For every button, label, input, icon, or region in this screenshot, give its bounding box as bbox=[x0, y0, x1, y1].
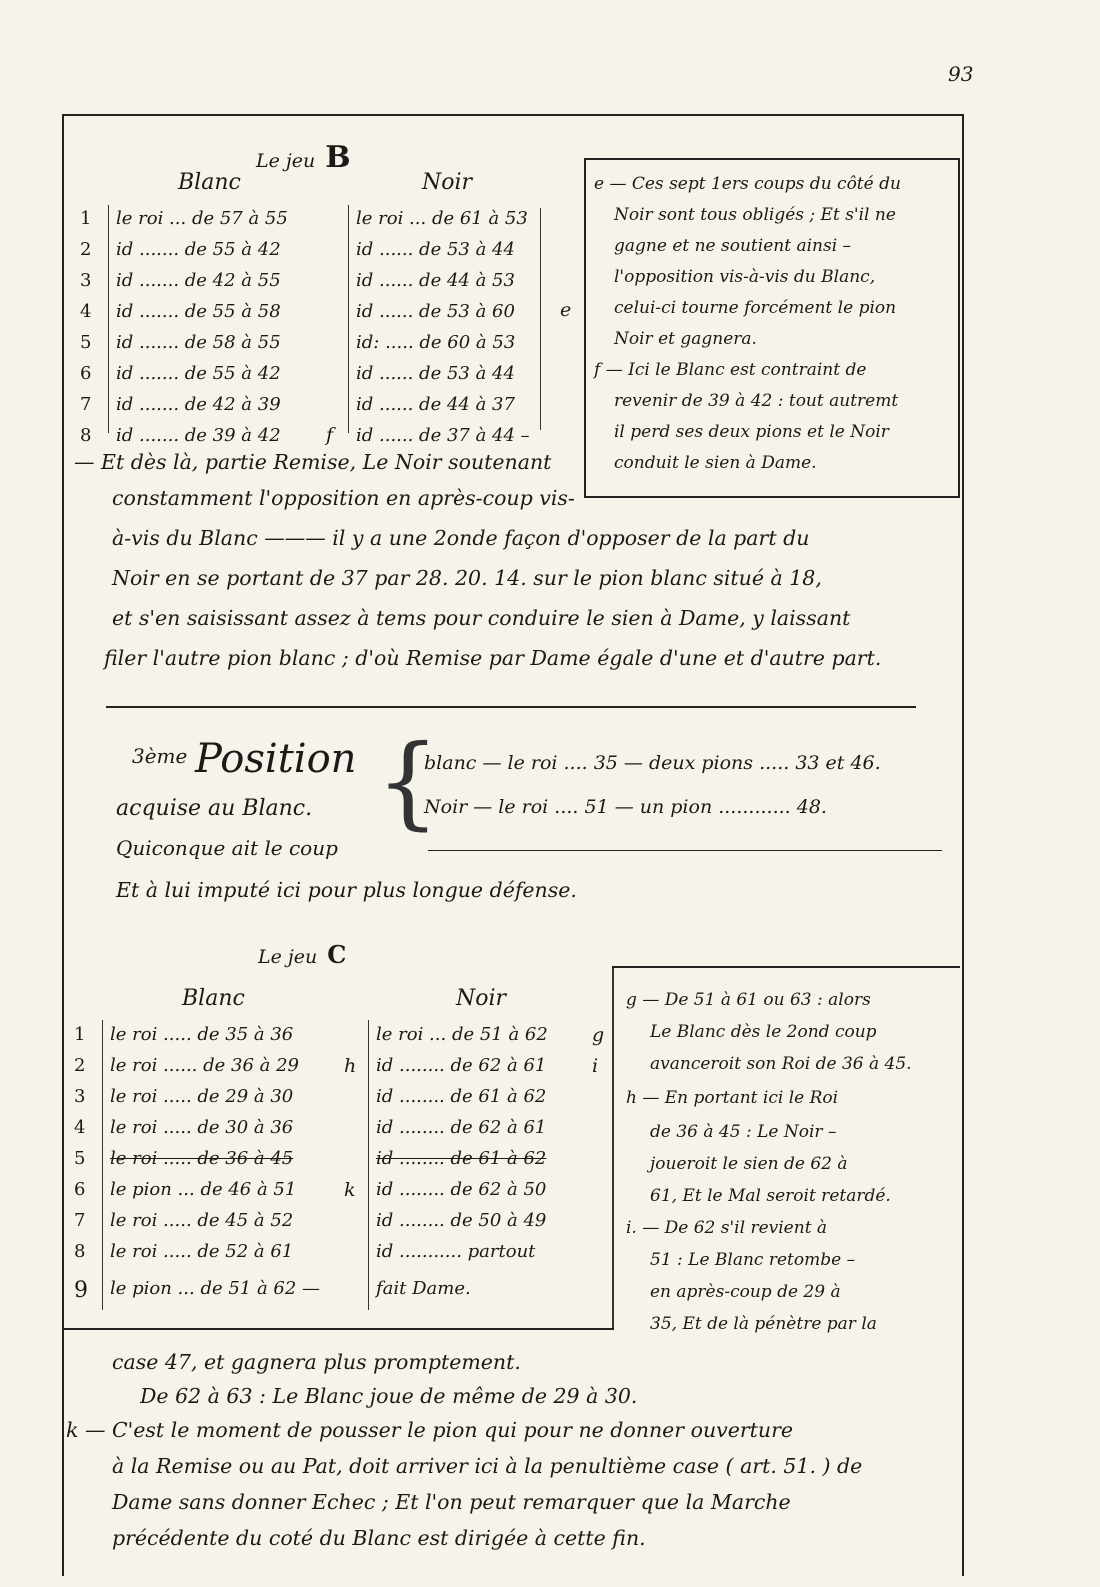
blanc-move: le roi ... de 57 à 55 bbox=[116, 208, 288, 229]
game-c-blanc-header: Blanc bbox=[182, 986, 245, 1011]
commentary-line: et s'en saisissant assez à tems pour conduire le sien à Dame, y laissant bbox=[112, 606, 851, 630]
move-number: 5 bbox=[80, 332, 92, 353]
note-line: i. — De 62 s'il revient à bbox=[626, 1218, 828, 1238]
note-line: de 36 à 45 : Le Noir – bbox=[650, 1122, 837, 1142]
noir-move: le roi ... de 51 à 62 bbox=[376, 1024, 548, 1045]
noir-move: id ........ de 61 à 62 bbox=[376, 1086, 547, 1107]
move-number: 2 bbox=[80, 239, 92, 260]
game-c-note-top-rule bbox=[612, 966, 960, 968]
commentary-line: — Et dès là, partie Remise, Le Noir soutenant bbox=[74, 450, 552, 474]
noir-move: id ...... de 44 à 53 bbox=[356, 270, 515, 291]
noir-move: id ...... de 44 à 37 bbox=[356, 394, 515, 415]
blanc-move: le roi ..... de 30 à 36 bbox=[110, 1117, 294, 1138]
position-sub2: Quiconque ait le coup bbox=[116, 836, 338, 860]
blanc-move-marker: k bbox=[344, 1179, 356, 1201]
blanc-move: id ....... de 55 à 42 bbox=[116, 239, 281, 260]
commentary-line: Dame sans donner Echec ; Et l'on peut remarquer que la Marche bbox=[112, 1490, 791, 1514]
commentary-line: Noir en se portant de 37 par 28. 20. 14. sur le pion blanc situé à 18, bbox=[112, 566, 822, 590]
move-number: 7 bbox=[74, 1210, 86, 1231]
noir-move-marker: i bbox=[592, 1055, 599, 1077]
note-line: e — Ces sept 1ers coups du côté du bbox=[594, 174, 901, 194]
noir-move: id ........ de 62 à 61 bbox=[376, 1055, 547, 1076]
noir-move: fait Dame. bbox=[376, 1278, 471, 1299]
note-line: Le Blanc dès le 2ond coup bbox=[650, 1022, 877, 1042]
move-number: 7 bbox=[80, 394, 92, 415]
blanc-move: le roi ..... de 45 à 52 bbox=[110, 1210, 294, 1231]
game-c-noir-rule bbox=[368, 1020, 369, 1310]
commentary-line: précédente du coté du Blanc est dirigée à cette fin. bbox=[112, 1526, 646, 1550]
commentary-line: case 47, et gagnera plus promptement. bbox=[112, 1350, 521, 1374]
blanc-move: id ....... de 55 à 42 bbox=[116, 363, 281, 384]
noir-move: id ...... de 37 à 44 – bbox=[356, 425, 530, 446]
note-line: l'opposition vis-à-vis du Blanc, bbox=[614, 267, 876, 287]
game-b-blanc-header: Blanc bbox=[178, 170, 241, 195]
game-b-title-prefix: Le jeu bbox=[256, 150, 316, 172]
blanc-move-struck: le roi ..... de 36 à 45 bbox=[110, 1148, 294, 1169]
game-b-noir-rule bbox=[348, 205, 349, 433]
game-b-title-letter: B bbox=[325, 140, 351, 175]
noir-move-struck: id ........ de 61 à 62 bbox=[376, 1148, 547, 1169]
noir-move: id ........... partout bbox=[376, 1241, 536, 1262]
move-number: 6 bbox=[80, 363, 92, 384]
note-line: g — De 51 à 61 ou 63 : alors bbox=[626, 990, 871, 1010]
move-number: 4 bbox=[80, 301, 92, 322]
note-line: f — Ici le Blanc est contraint de bbox=[594, 360, 867, 380]
noir-move: id ........ de 62 à 61 bbox=[376, 1117, 547, 1138]
position-title bbox=[132, 736, 356, 782]
note-line: avanceroit son Roi de 36 à 45. bbox=[650, 1054, 912, 1074]
move-number: 2 bbox=[74, 1055, 86, 1076]
game-c-title bbox=[258, 940, 346, 969]
game-b-blanc-rule bbox=[108, 205, 109, 433]
blanc-move: le pion ... de 46 à 51 bbox=[110, 1179, 297, 1200]
position-sub1: acquise au Blanc. bbox=[116, 796, 313, 821]
position-title-prefix: 3ème bbox=[132, 744, 188, 768]
position-title-word: Position bbox=[195, 736, 357, 782]
commentary-line: filer l'autre pion blanc ; d'où Remise par Dame égale d'une et d'autre part. bbox=[104, 646, 882, 670]
move-number: 8 bbox=[74, 1241, 86, 1262]
blanc-move: id ....... de 42 à 39 bbox=[116, 394, 281, 415]
blanc-move: le roi ..... de 29 à 30 bbox=[110, 1086, 294, 1107]
note-line: Noir et gagnera. bbox=[614, 329, 757, 349]
note-line: gagne et ne soutient ainsi – bbox=[614, 236, 852, 256]
commentary-line: De 62 à 63 : Le Blanc joue de même de 29 à 30. bbox=[140, 1384, 638, 1408]
game-c-title-letter: C bbox=[327, 940, 347, 969]
note-line: 51 : Le Blanc retombe – bbox=[650, 1250, 856, 1270]
noir-move: id ...... de 53 à 44 bbox=[356, 239, 515, 260]
position-footer: Et à lui imputé ici pour plus longue défense. bbox=[116, 878, 577, 902]
game-c-blanc-rule bbox=[102, 1020, 103, 1310]
blanc-move-marker: h bbox=[344, 1055, 357, 1077]
move-number: 8 bbox=[80, 425, 92, 446]
move-number: 3 bbox=[80, 270, 92, 291]
commentary-line: à la Remise ou au Pat, doit arriver ici à la penultième case ( art. 51. ) de bbox=[112, 1454, 863, 1478]
game-b-title bbox=[256, 140, 351, 175]
blanc-move: le pion ... de 51 à 62 — bbox=[110, 1278, 321, 1299]
game-c-title-prefix: Le jeu bbox=[258, 946, 318, 968]
commentary-line: k — C'est le moment de pousser le pion qui pour ne donner ouverture bbox=[66, 1418, 794, 1442]
blanc-move: id ....... de 55 à 58 bbox=[116, 301, 281, 322]
move-number: 5 bbox=[74, 1148, 86, 1169]
move-number: 9 bbox=[74, 1278, 88, 1303]
noir-move-marker: g bbox=[592, 1024, 605, 1046]
note-line: Noir sont tous obligés ; Et s'il ne bbox=[614, 205, 896, 225]
page-number: 93 bbox=[948, 62, 974, 86]
game-c-bottom-rule bbox=[62, 1328, 614, 1330]
noir-move: id ........ de 62 à 50 bbox=[376, 1179, 547, 1200]
position-line-blanc: blanc — le roi .... 35 — deux pions ..... 33 et 46. bbox=[424, 752, 881, 774]
noir-move: le roi ... de 61 à 53 bbox=[356, 208, 528, 229]
note-marker-f: f bbox=[326, 424, 334, 446]
note-line: en après-coup de 29 à bbox=[650, 1282, 841, 1302]
commentary-line: constamment l'opposition en après-coup vis- bbox=[112, 486, 575, 510]
game-c-note-left-rule bbox=[612, 966, 614, 1328]
move-number: 6 bbox=[74, 1179, 86, 1200]
blanc-move: le roi ..... de 52 à 61 bbox=[110, 1241, 294, 1262]
note-line: il perd ses deux pions et le Noir bbox=[614, 422, 889, 442]
position-line-noir: Noir — le roi .... 51 — un pion ............ 48. bbox=[424, 796, 827, 818]
noir-move: id ...... de 53 à 60 bbox=[356, 301, 515, 322]
noir-move: id: ..... de 60 à 53 bbox=[356, 332, 516, 353]
note-line: h — En portant ici le Roi bbox=[626, 1088, 839, 1108]
move-number: 4 bbox=[74, 1117, 86, 1138]
commentary-line: à-vis du Blanc ——— il y a une 2onde façon d'opposer de la part du bbox=[112, 526, 810, 550]
game-b-brace-e bbox=[540, 208, 541, 430]
note-line: joueroit le sien de 62 à bbox=[650, 1154, 848, 1174]
blanc-move: id ....... de 39 à 42 bbox=[116, 425, 281, 446]
game-b-noir-header: Noir bbox=[422, 170, 473, 195]
section-divider bbox=[106, 706, 916, 708]
blanc-move: le roi ...... de 36 à 29 bbox=[110, 1055, 299, 1076]
note-line: revenir de 39 à 42 : tout autremt bbox=[614, 391, 899, 411]
blanc-move: id ....... de 58 à 55 bbox=[116, 332, 281, 353]
game-c-noir-header: Noir bbox=[456, 986, 507, 1011]
move-number: 3 bbox=[74, 1086, 86, 1107]
noir-move: id ........ de 50 à 49 bbox=[376, 1210, 547, 1231]
blanc-move: le roi ..... de 35 à 36 bbox=[110, 1024, 294, 1045]
note-marker-e: e bbox=[560, 299, 572, 321]
position-brace: { bbox=[376, 723, 440, 840]
note-line: conduit le sien à Dame. bbox=[614, 453, 817, 473]
noir-move: id ...... de 53 à 44 bbox=[356, 363, 515, 384]
note-line: celui-ci tourne forcément le pion bbox=[614, 298, 897, 318]
note-line: 61, Et le Mal seroit retardé. bbox=[650, 1186, 891, 1206]
blanc-move: id ....... de 42 à 55 bbox=[116, 270, 281, 291]
note-line: 35, Et de là pénètre par la bbox=[650, 1314, 877, 1334]
move-number: 1 bbox=[80, 208, 92, 229]
move-number: 1 bbox=[74, 1024, 86, 1045]
position-underline bbox=[428, 850, 942, 851]
